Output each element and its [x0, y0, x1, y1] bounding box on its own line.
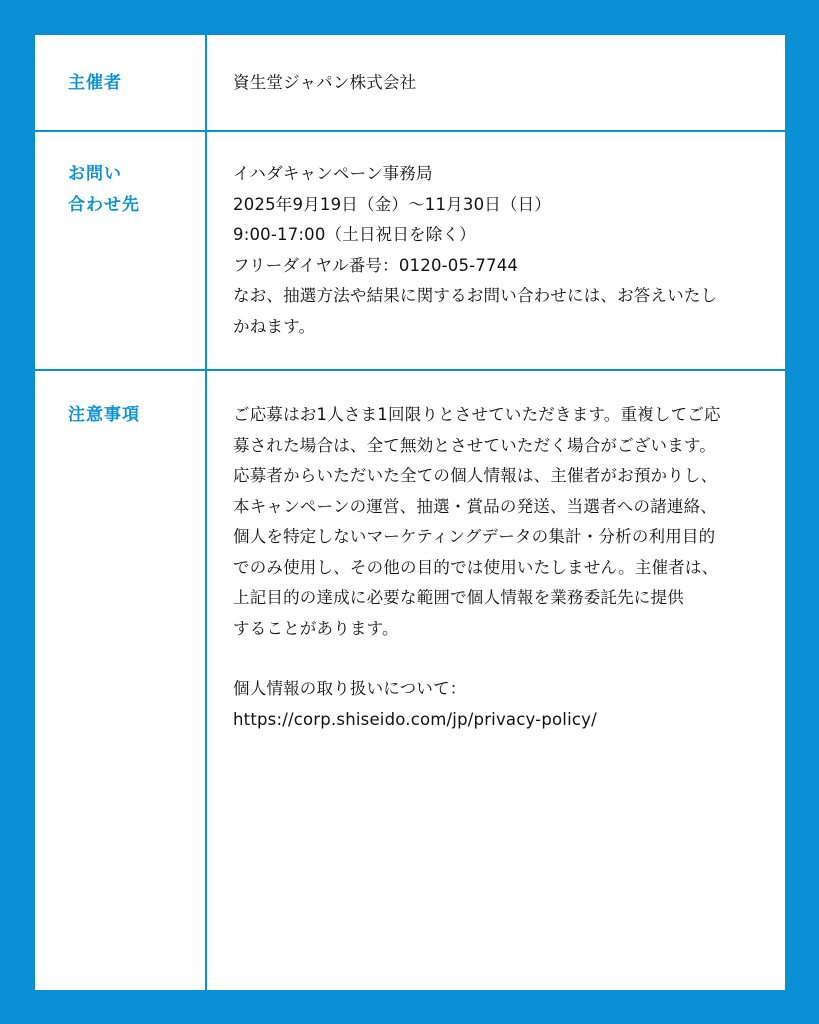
notes-line-4: 本キャンペーンの運営、抽選・賞品の発送、当選者への諸連絡、: [233, 496, 717, 516]
notes-line-1: ご応募はお1人さま1回限りとさせていただきます。重複してご応: [233, 405, 721, 424]
contact-period: 2025年9月19日（金）～11月30日（日）: [233, 194, 552, 214]
notes-line-7: 上記目的の達成に必要な範囲で個人情報を業務委託先に提供: [233, 588, 684, 607]
notes-line-3: 応募者からいただいた全ての個人情報は、主催者がお預かりし、: [233, 466, 718, 485]
privacy-label: 個人情報の取り扱いについて：: [233, 679, 467, 698]
contact-office: イハダキャンペーン事務局: [233, 164, 433, 183]
contact-phone: フリーダイヤル番号：0120-05-7744: [233, 255, 519, 275]
contact-label-line-1: お問い: [68, 164, 122, 184]
contact-label-line-2: 合わせ先: [68, 195, 140, 215]
info-panel: [35, 35, 785, 990]
row-divider-1: [35, 130, 785, 132]
contact-label: [68, 159, 198, 221]
column-divider: [205, 35, 207, 990]
organizer-name: 資生堂ジャパン株式会社: [233, 73, 417, 92]
organizer-content: [233, 68, 763, 99]
row-divider-2: [35, 369, 785, 371]
notes-content: [233, 400, 763, 735]
paragraph-gap: [233, 644, 763, 674]
contact-note-line-1: なお、抽選方法や結果に関するお問い合わせには、お答えいたし: [233, 286, 718, 305]
contact-content: [233, 159, 763, 342]
privacy-url: https://corp.shiseido.com/jp/privacy-policy/: [233, 709, 597, 729]
notes-label-line: 注意事項: [68, 405, 140, 425]
organizer-label: [68, 68, 198, 99]
notes-label: [68, 400, 198, 431]
contact-hours: 9:00-17:00（土日祝日を除く）: [233, 225, 476, 244]
organizer-label-line: 主催者: [68, 73, 122, 93]
notes-line-8: することがあります。: [233, 618, 399, 638]
notes-line-6: でのみ使用し、その他の目的では使用いたしません。主催者は、: [233, 557, 719, 577]
contact-note-line-2: かねます。: [233, 316, 316, 336]
notes-line-5: 個人を特定しないマーケティングデータの集計・分析の利用目的: [233, 527, 716, 546]
notes-line-2: 募された場合は、全て無効とさせていただく場合がございます。: [233, 435, 716, 455]
